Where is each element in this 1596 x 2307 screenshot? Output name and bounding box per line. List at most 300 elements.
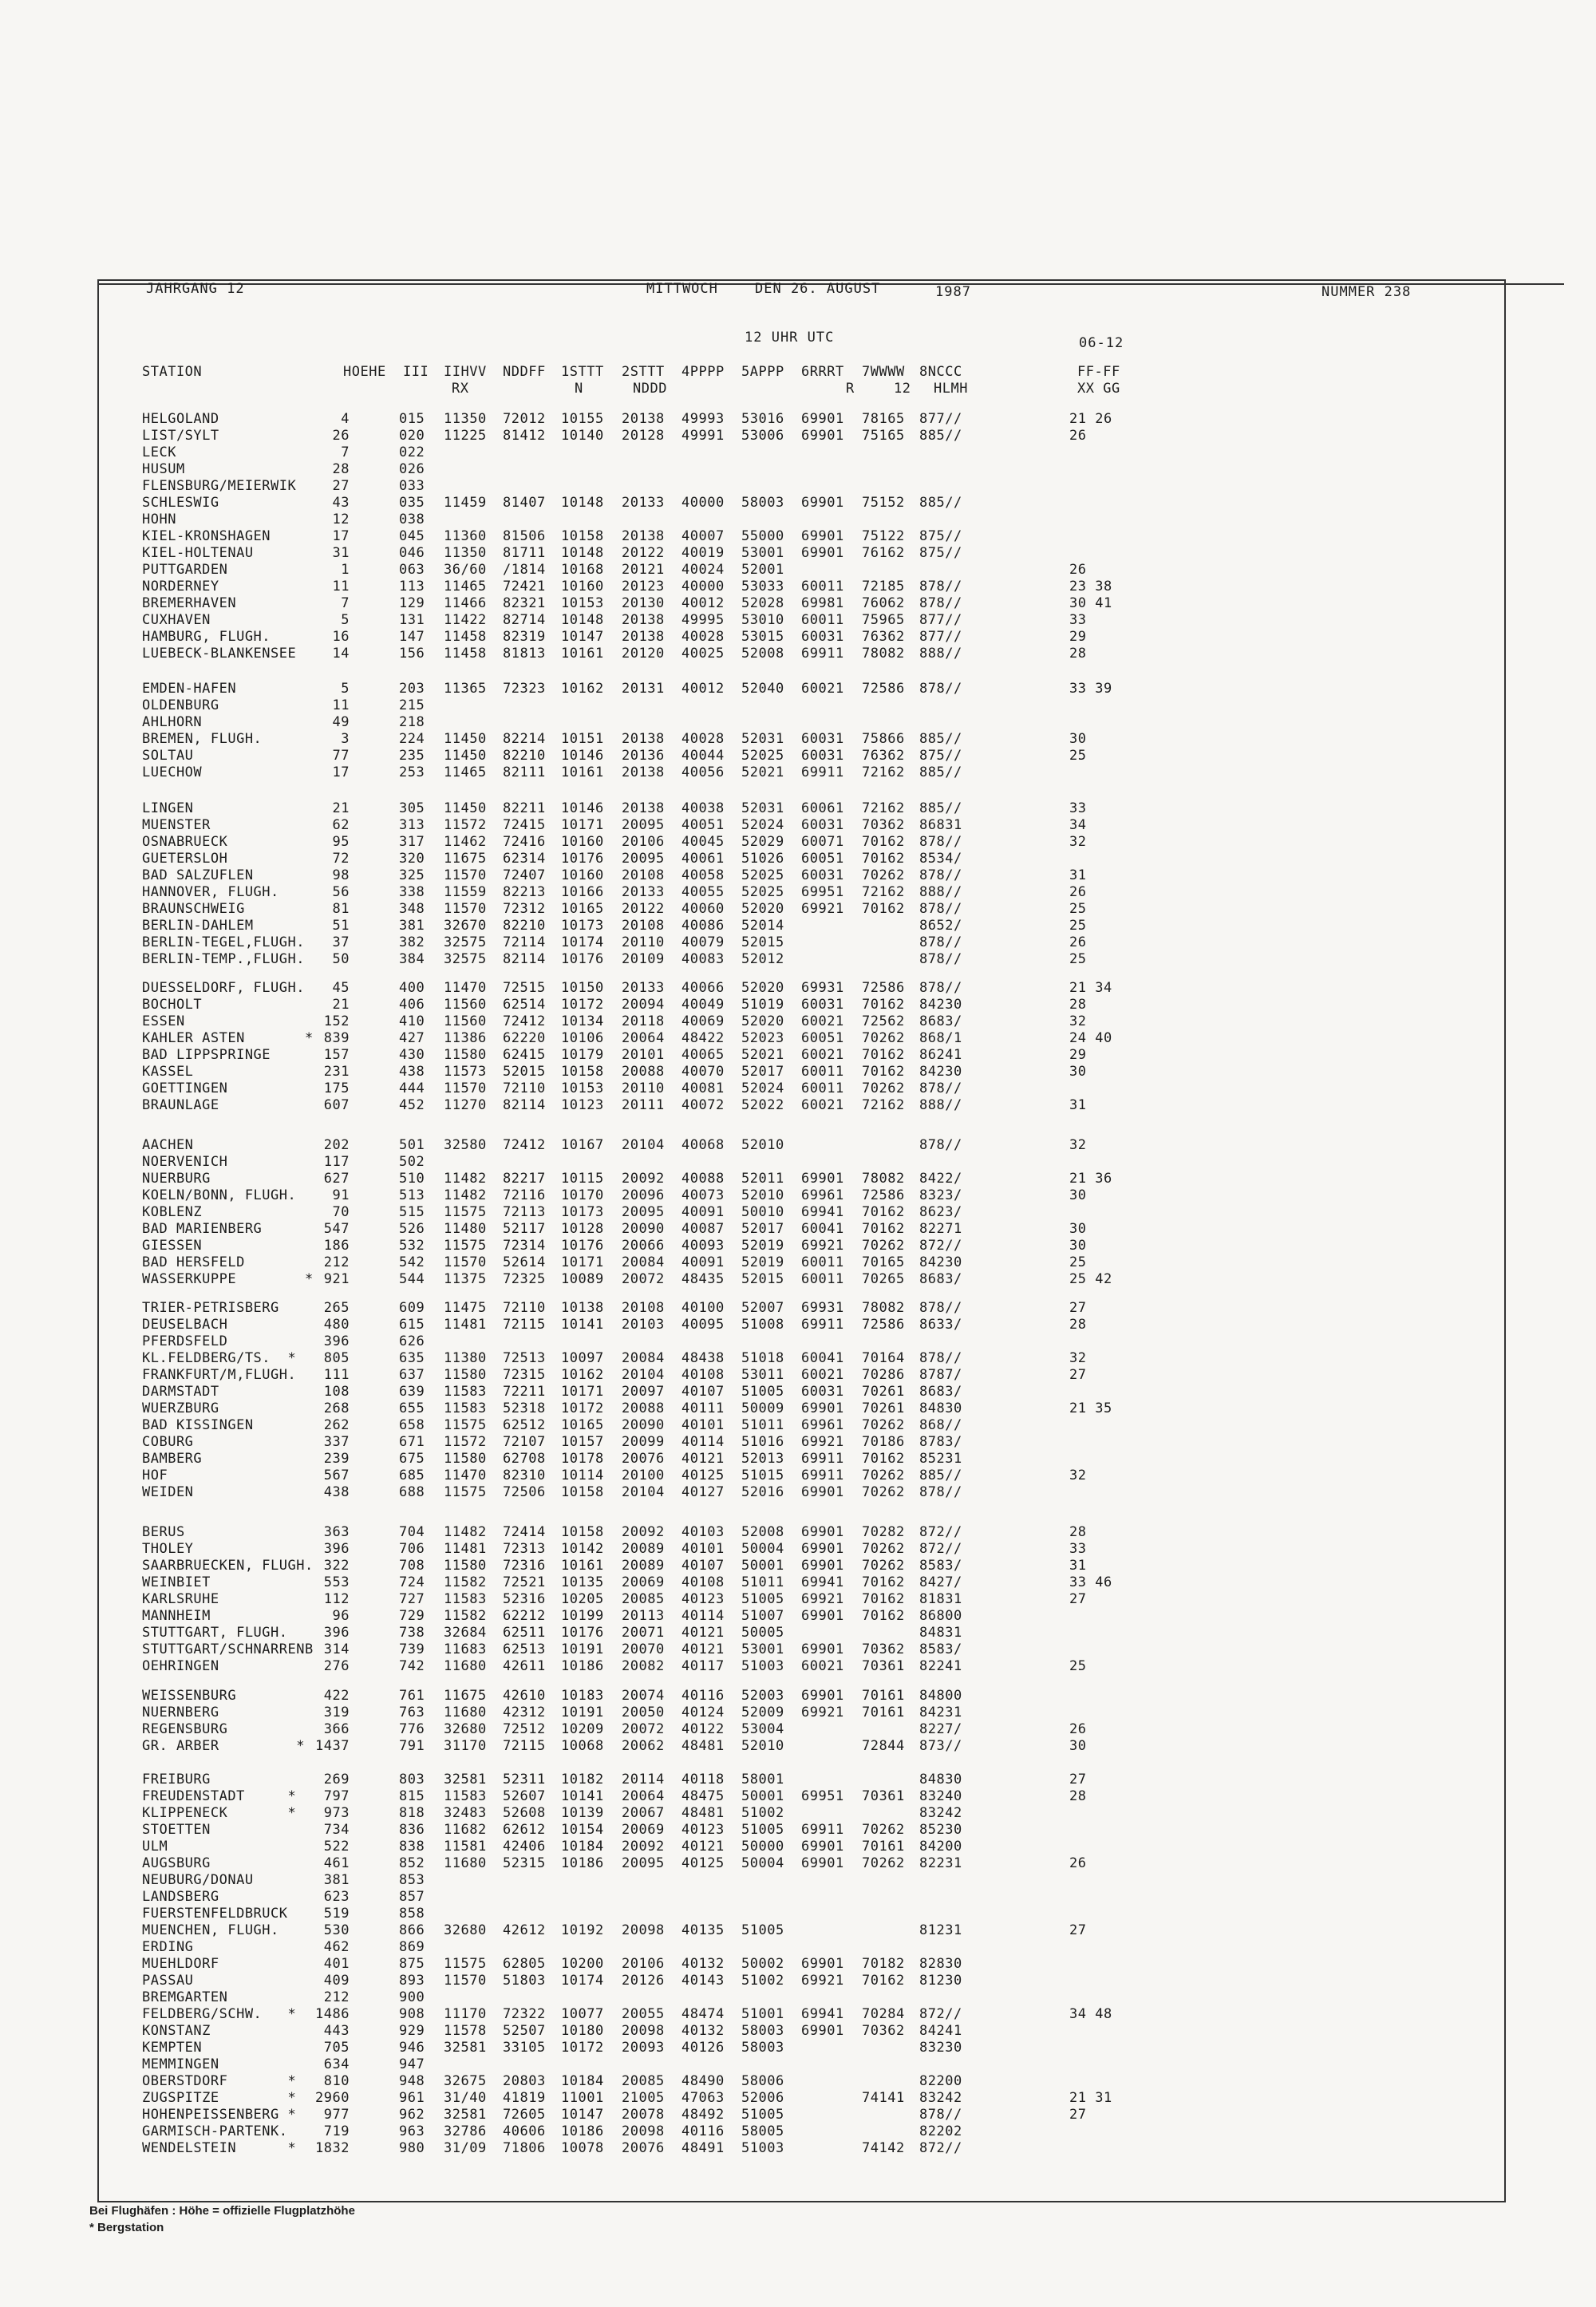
cell-5appp: 52019 [741,1254,784,1270]
cell-ff-gg: 32 [1069,834,1087,850]
cell-1sttt: 10078 [561,2140,604,2156]
cell-8nccc: 875// [919,528,962,544]
cell-2sttt: 20098 [622,2123,665,2139]
cell-1sttt: 10172 [561,1400,604,1416]
cell-iihvv: 11580 [444,1451,487,1467]
cell-2sttt: 20122 [622,545,665,561]
cell-5appp: 52006 [741,2090,784,2106]
cell-5appp: 52016 [741,1484,784,1500]
cell-nddff: 62612 [503,1822,546,1838]
cell-4pppp: 40116 [681,2123,725,2139]
cell-station: LUECHOW [142,764,203,780]
cell-station: DEUSELBACH [142,1317,228,1333]
cell-1sttt: 10128 [561,1221,604,1237]
cell-1sttt: 10176 [561,1625,604,1641]
cell-height: 152 [323,1013,350,1029]
cell-4pppp: 40088 [681,1171,725,1187]
cell-1sttt: 10123 [561,1097,604,1113]
cell-4pppp: 40044 [681,748,725,764]
cell-2sttt: 20072 [622,1271,665,1287]
cell-4pppp: 48422 [681,1030,725,1046]
cell-height: 72 [332,851,350,867]
cell-station-id: 501 [399,1137,425,1153]
cell-iihvv: 11583 [444,1400,487,1416]
cell-iihvv: 11573 [444,1064,487,1080]
cell-2sttt: 20122 [622,901,665,917]
cell-2sttt: 20104 [622,1484,665,1500]
cell-station-id: 961 [399,2090,425,2106]
cell-1sttt: 10162 [561,681,604,697]
cell-height: 805 [323,1350,350,1366]
cell-2sttt: 20133 [622,980,665,996]
issue-number: NUMMER 238 [1321,284,1412,300]
cell-station: PUTTGARDEN [142,562,228,578]
cell-iihvv: 11481 [444,1317,487,1333]
cell-7wwww: 70161 [862,1705,905,1720]
cell-height: 319 [323,1705,350,1720]
cell-station-id: 129 [399,595,425,611]
cell-station: BAD KISSINGEN [142,1417,254,1433]
cell-height: 27 [332,478,350,494]
cell-7wwww: 70262 [862,1030,905,1046]
cell-height: 91 [332,1187,350,1203]
cell-nddff: 72113 [503,1204,546,1220]
cell-1sttt: 10148 [561,545,604,561]
cell-height: 438 [323,1484,350,1500]
cell-station-id: 038 [399,512,425,527]
cell-1sttt: 10146 [561,800,604,816]
cell-1sttt: 10209 [561,1721,604,1737]
cell-ff-gg: 32 [1069,1468,1087,1483]
cell-iihvv: 11170 [444,2006,487,2022]
cell-nddff: 52117 [503,1221,546,1237]
cell-7wwww: 72185 [862,579,905,595]
cell-2sttt: 20138 [622,800,665,816]
cell-height: 422 [323,1688,350,1704]
cell-2sttt: 20118 [622,1013,665,1029]
cell-height: 797 [323,1788,350,1804]
cell-6rrrt: 69961 [801,1187,844,1203]
cell-nddff: 82211 [503,800,546,816]
cell-1sttt: 10171 [561,1384,604,1400]
cell-height: 31 [332,545,350,561]
cell-5appp: 51002 [741,1973,784,1989]
cell-8nccc: 878// [919,980,962,996]
cell-height: 108 [323,1384,350,1400]
cell-5appp: 51001 [741,2006,784,2022]
cell-nddff: 42610 [503,1688,546,1704]
cell-nddff: 72512 [503,1721,546,1737]
cell-5appp: 52025 [741,748,784,764]
cell-5appp: 53016 [741,411,784,427]
cell-1sttt: 10171 [561,1254,604,1270]
cell-2sttt: 20066 [622,1238,665,1254]
cell-height: 112 [323,1591,350,1607]
cell-6rrrt: 69951 [801,1788,844,1804]
cell-5appp: 50001 [741,1788,784,1804]
cell-5appp: 52022 [741,1097,784,1113]
cell-station: HOHENPEISSENBERG * [142,2107,297,2123]
cell-2sttt: 20092 [622,1171,665,1187]
cell-station-id: 542 [399,1254,425,1270]
cell-4pppp: 40118 [681,1772,725,1788]
cell-ff-gg: 25 42 [1069,1271,1112,1287]
cell-7wwww: 70162 [862,997,905,1013]
cell-2sttt: 20076 [622,2140,665,2156]
cell-8nccc: 82202 [919,2123,962,2139]
cell-6rrrt: 69961 [801,1417,844,1433]
cell-iihvv: 11386 [444,1030,487,1046]
cell-station: FELDBERG/SCHW. * [142,2006,297,2022]
cell-4pppp: 40122 [681,1721,725,1737]
cell-1sttt: 10146 [561,748,604,764]
weekday: MITTWOCH [646,281,718,297]
cell-6rrrt: 69901 [801,1855,844,1871]
cell-4pppp: 40107 [681,1558,725,1574]
cell-5appp: 51005 [741,1384,784,1400]
cell-7wwww: 70282 [862,1524,905,1540]
cell-iihvv: 11675 [444,851,487,867]
cell-station-id: 946 [399,2040,425,2056]
cell-5appp: 52040 [741,681,784,697]
cell-2sttt: 20113 [622,1608,665,1624]
cell-nddff: 62220 [503,1030,546,1046]
cell-ff-gg: 28 [1069,1317,1087,1333]
cell-1sttt: 10191 [561,1641,604,1657]
cell-6rrrt: 69951 [801,884,844,900]
cell-nddff: 72521 [503,1574,546,1590]
cell-2sttt: 20138 [622,528,665,544]
cell-nddff: 72421 [503,579,546,595]
cell-5appp: 51003 [741,2140,784,2156]
cell-iihvv: 11482 [444,1187,487,1203]
cell-4pppp: 49991 [681,428,725,444]
cell-8nccc: 86831 [919,817,962,833]
cell-nddff: 42312 [503,1705,546,1720]
cell-station: OBERSTDORF * [142,2073,297,2089]
cell-4pppp: 48481 [681,1805,725,1821]
cell-station-id: 400 [399,980,425,996]
column-header-5appp: 5APPP [741,364,784,380]
cell-5appp: 52031 [741,731,784,747]
cell-6rrrt: 60051 [801,1030,844,1046]
cell-6rrrt: 60021 [801,1013,844,1029]
cell-station: LINGEN [142,800,194,816]
cell-1sttt: 10141 [561,1788,604,1804]
cell-iihvv: 11365 [444,681,487,697]
cell-station-id: 852 [399,1855,425,1871]
cell-station-id: 838 [399,1839,425,1855]
cell-height: 366 [323,1721,350,1737]
cell-station: BAMBERG [142,1451,203,1467]
cell-8nccc: 878// [919,867,962,883]
cell-6rrrt: 69901 [801,1641,844,1657]
cell-height: 186 [323,1238,350,1254]
cell-4pppp: 40121 [681,1839,725,1855]
cell-8nccc: 877// [919,411,962,427]
cell-7wwww: 74141 [862,2090,905,2106]
cell-6rrrt: 69941 [801,2006,844,2022]
cell-station-id: 381 [399,918,425,934]
cell-2sttt: 20092 [622,1839,665,1855]
cell-1sttt: 10174 [561,1973,604,1989]
cell-iihvv: 11583 [444,1788,487,1804]
cell-iihvv: 32581 [444,2040,487,2056]
cell-4pppp: 40107 [681,1384,725,1400]
cell-2sttt: 20085 [622,2073,665,2089]
cell-nddff: 72110 [503,1300,546,1316]
cell-ff-gg: 30 [1069,1738,1087,1754]
cell-4pppp: 40025 [681,646,725,662]
cell-2sttt: 20133 [622,884,665,900]
cell-station-id: 438 [399,1064,425,1080]
cell-ff-gg: 30 [1069,1187,1087,1203]
cell-station: NORDERNEY [142,579,219,595]
cell-7wwww: 70182 [862,1956,905,1972]
cell-7wwww: 70165 [862,1254,905,1270]
cell-6rrrt: 69921 [801,1705,844,1720]
cell-8nccc: 8534/ [919,851,962,867]
cell-2sttt: 20094 [622,997,665,1013]
cell-iihvv: 11570 [444,867,487,883]
cell-station-id: 776 [399,1721,425,1737]
cell-1sttt: 10205 [561,1591,604,1607]
column-header-2sttt: 2STTT [622,364,665,380]
cell-station: ESSEN [142,1013,185,1029]
cell-8nccc: 888// [919,884,962,900]
cell-4pppp: 40024 [681,562,725,578]
cell-height: 239 [323,1451,350,1467]
cell-height: 7 [341,595,350,611]
cell-4pppp: 40124 [681,1705,725,1720]
cell-ff-gg: 26 [1069,1855,1087,1871]
cell-nddff: 40606 [503,2123,546,2139]
cell-5appp: 51005 [741,1822,784,1838]
cell-ff-gg: 25 [1069,918,1087,934]
cell-6rrrt: 60031 [801,817,844,833]
cell-ff-gg: 34 48 [1069,2006,1112,2022]
cell-station-id: 761 [399,1688,425,1704]
cell-station-id: 724 [399,1574,425,1590]
cell-iihvv: 11580 [444,1558,487,1574]
cell-1sttt: 10138 [561,1300,604,1316]
cell-station-id: 763 [399,1705,425,1720]
cell-station-id: 815 [399,1788,425,1804]
cell-5appp: 50010 [741,1204,784,1220]
cell-6rrrt: 60031 [801,731,844,747]
cell-station: WEISSENBURG [142,1688,237,1704]
cell-iihvv: 11570 [444,1080,487,1096]
cell-5appp: 55000 [741,528,784,544]
cell-nddff: 62512 [503,1417,546,1433]
cell-ff-gg: 32 [1069,1013,1087,1029]
cell-2sttt: 20100 [622,1468,665,1483]
cell-8nccc: 885// [919,800,962,816]
cell-nddff: 52311 [503,1772,546,1788]
cell-nddff: 72313 [503,1541,546,1557]
cell-station: MEMMINGEN [142,2056,219,2072]
cell-station: BRAUNSCHWEIG [142,901,245,917]
cell-2sttt: 20096 [622,1187,665,1203]
cell-2sttt: 20108 [622,918,665,934]
cell-4pppp: 48474 [681,2006,725,2022]
cell-iihvv: 11575 [444,1238,487,1254]
cell-iihvv: 32680 [444,1721,487,1737]
cell-iihvv: 11580 [444,1047,487,1063]
cell-height: 11 [332,579,350,595]
cell-station: FLENSBURG/MEIERWIK [142,478,297,494]
cell-iihvv: 11575 [444,1484,487,1500]
cell-6rrrt: 69901 [801,1688,844,1704]
cell-1sttt: 10161 [561,646,604,662]
cell-station: AHLHORN [142,714,203,730]
cell-station-id: 526 [399,1221,425,1237]
cell-iihvv: 11583 [444,1591,487,1607]
cell-iihvv: 11680 [444,1705,487,1720]
cell-8nccc: 885// [919,428,962,444]
cell-6rrrt: 69931 [801,1300,844,1316]
cell-nddff: 52608 [503,1805,546,1821]
cell-2sttt: 20110 [622,934,665,950]
cell-1sttt: 10150 [561,980,604,996]
cell-nddff: 72415 [503,817,546,833]
cell-6rrrt: 60031 [801,1384,844,1400]
cell-8nccc: 86800 [919,1608,962,1624]
cell-8nccc: 878// [919,1350,962,1366]
cell-ff-gg: 31 [1069,1097,1087,1113]
cell-station: STOETTEN [142,1822,211,1838]
cell-station-id: 532 [399,1238,425,1254]
cell-5appp: 58005 [741,2123,784,2139]
cell-2sttt: 20104 [622,1367,665,1383]
cell-2sttt: 20090 [622,1417,665,1433]
cell-iihvv: 11580 [444,1367,487,1383]
cell-4pppp: 40101 [681,1541,725,1557]
cell-height: 212 [323,1254,350,1270]
cell-8nccc: 82231 [919,1855,962,1871]
cell-8nccc: 8787/ [919,1367,962,1383]
cell-iihvv: 11465 [444,579,487,595]
cell-station-id: 791 [399,1738,425,1754]
cell-station-id: 515 [399,1204,425,1220]
cell-4pppp: 40079 [681,934,725,950]
cell-height: 705 [323,2040,350,2056]
cell-station-id: 980 [399,2140,425,2156]
cell-height: 396 [323,1541,350,1557]
cell-ff-gg: 26 [1069,1721,1087,1737]
cell-7wwww: 70362 [862,2023,905,2039]
cell-station: BAD HERSFELD [142,1254,245,1270]
cell-nddff: 81711 [503,545,546,561]
cell-5appp: 53033 [741,579,784,595]
cell-4pppp: 40143 [681,1973,725,1989]
cell-6rrrt: 60011 [801,1064,844,1080]
cell-8nccc: 885// [919,764,962,780]
cell-4pppp: 48481 [681,1738,725,1754]
cell-8nccc: 878// [919,1484,962,1500]
cell-nddff: 72407 [503,867,546,883]
cell-station: BREMEN, FLUGH. [142,731,263,747]
cell-7wwww: 76362 [862,748,905,764]
cell-1sttt: 10148 [561,495,604,511]
cell-station-id: 704 [399,1524,425,1540]
cell-2sttt: 20071 [622,1625,665,1641]
cell-nddff: 82213 [503,884,546,900]
cell-iihvv: 32680 [444,1922,487,1938]
cell-8nccc: 82241 [919,1658,962,1674]
cell-1sttt: 10147 [561,2107,604,2123]
cell-4pppp: 40061 [681,851,725,867]
cell-4pppp: 40012 [681,595,725,611]
cell-1sttt: 10186 [561,2123,604,2139]
cell-station: BREMERHAVEN [142,595,237,611]
cell-5appp: 53006 [741,428,784,444]
cell-1sttt: 10158 [561,1524,604,1540]
cell-ff-gg: 28 [1069,1788,1087,1804]
cell-station: KOELN/BONN, FLUGH. [142,1187,297,1203]
cell-6rrrt: 60011 [801,1080,844,1096]
cell-4pppp: 40108 [681,1367,725,1383]
cell-nddff: 72323 [503,681,546,697]
cell-station: SCHLESWIG [142,495,219,511]
cell-station: REGENSBURG [142,1721,228,1737]
cell-height: 1486 [315,2006,350,2022]
cell-6rrrt: 60031 [801,748,844,764]
cell-height: 265 [323,1300,350,1316]
cell-6rrrt: 69901 [801,1171,844,1187]
cell-nddff: 62708 [503,1451,546,1467]
cell-station-id: 875 [399,1956,425,1972]
cell-4pppp: 40101 [681,1417,725,1433]
cell-5appp: 53001 [741,545,784,561]
cell-8nccc: 82830 [919,1956,962,1972]
cell-height: 12 [332,512,350,527]
cell-6rrrt: 69921 [801,1973,844,1989]
cell-height: 70 [332,1204,350,1220]
cell-station: FUERSTENFELDBRUCK [142,1906,288,1922]
cell-nddff: 62314 [503,851,546,867]
cell-8nccc: 85231 [919,1451,962,1467]
cell-iihvv: 32786 [444,2123,487,2139]
cell-nddff: 72513 [503,1350,546,1366]
cell-7wwww: 72562 [862,1013,905,1029]
cell-4pppp: 40126 [681,2040,725,2056]
cell-8nccc: 877// [919,612,962,628]
cell-station: HOHN [142,512,176,527]
cell-5appp: 52015 [741,934,784,950]
cell-height: 11 [332,697,350,713]
cell-5appp: 52007 [741,1300,784,1316]
cell-height: 2960 [315,2090,350,2106]
cell-station-id: 427 [399,1030,425,1046]
cell-height: 1832 [315,2140,350,2156]
cell-4pppp: 40007 [681,528,725,544]
cell-height: 381 [323,1872,350,1888]
cell-height: 14 [332,646,350,662]
cell-6rrrt: 60021 [801,681,844,697]
cell-8nccc: 8323/ [919,1187,962,1203]
cell-station-id: 113 [399,579,425,595]
cell-5appp: 52031 [741,800,784,816]
cell-ff-gg: 27 [1069,1300,1087,1316]
cell-2sttt: 20084 [622,1350,665,1366]
cell-ff-gg: 25 [1069,1658,1087,1674]
cell-station-id: 035 [399,495,425,511]
cell-4pppp: 40065 [681,1047,725,1063]
cell-5appp: 58003 [741,495,784,511]
cell-8nccc: 8652/ [919,918,962,934]
cell-4pppp: 40086 [681,918,725,934]
